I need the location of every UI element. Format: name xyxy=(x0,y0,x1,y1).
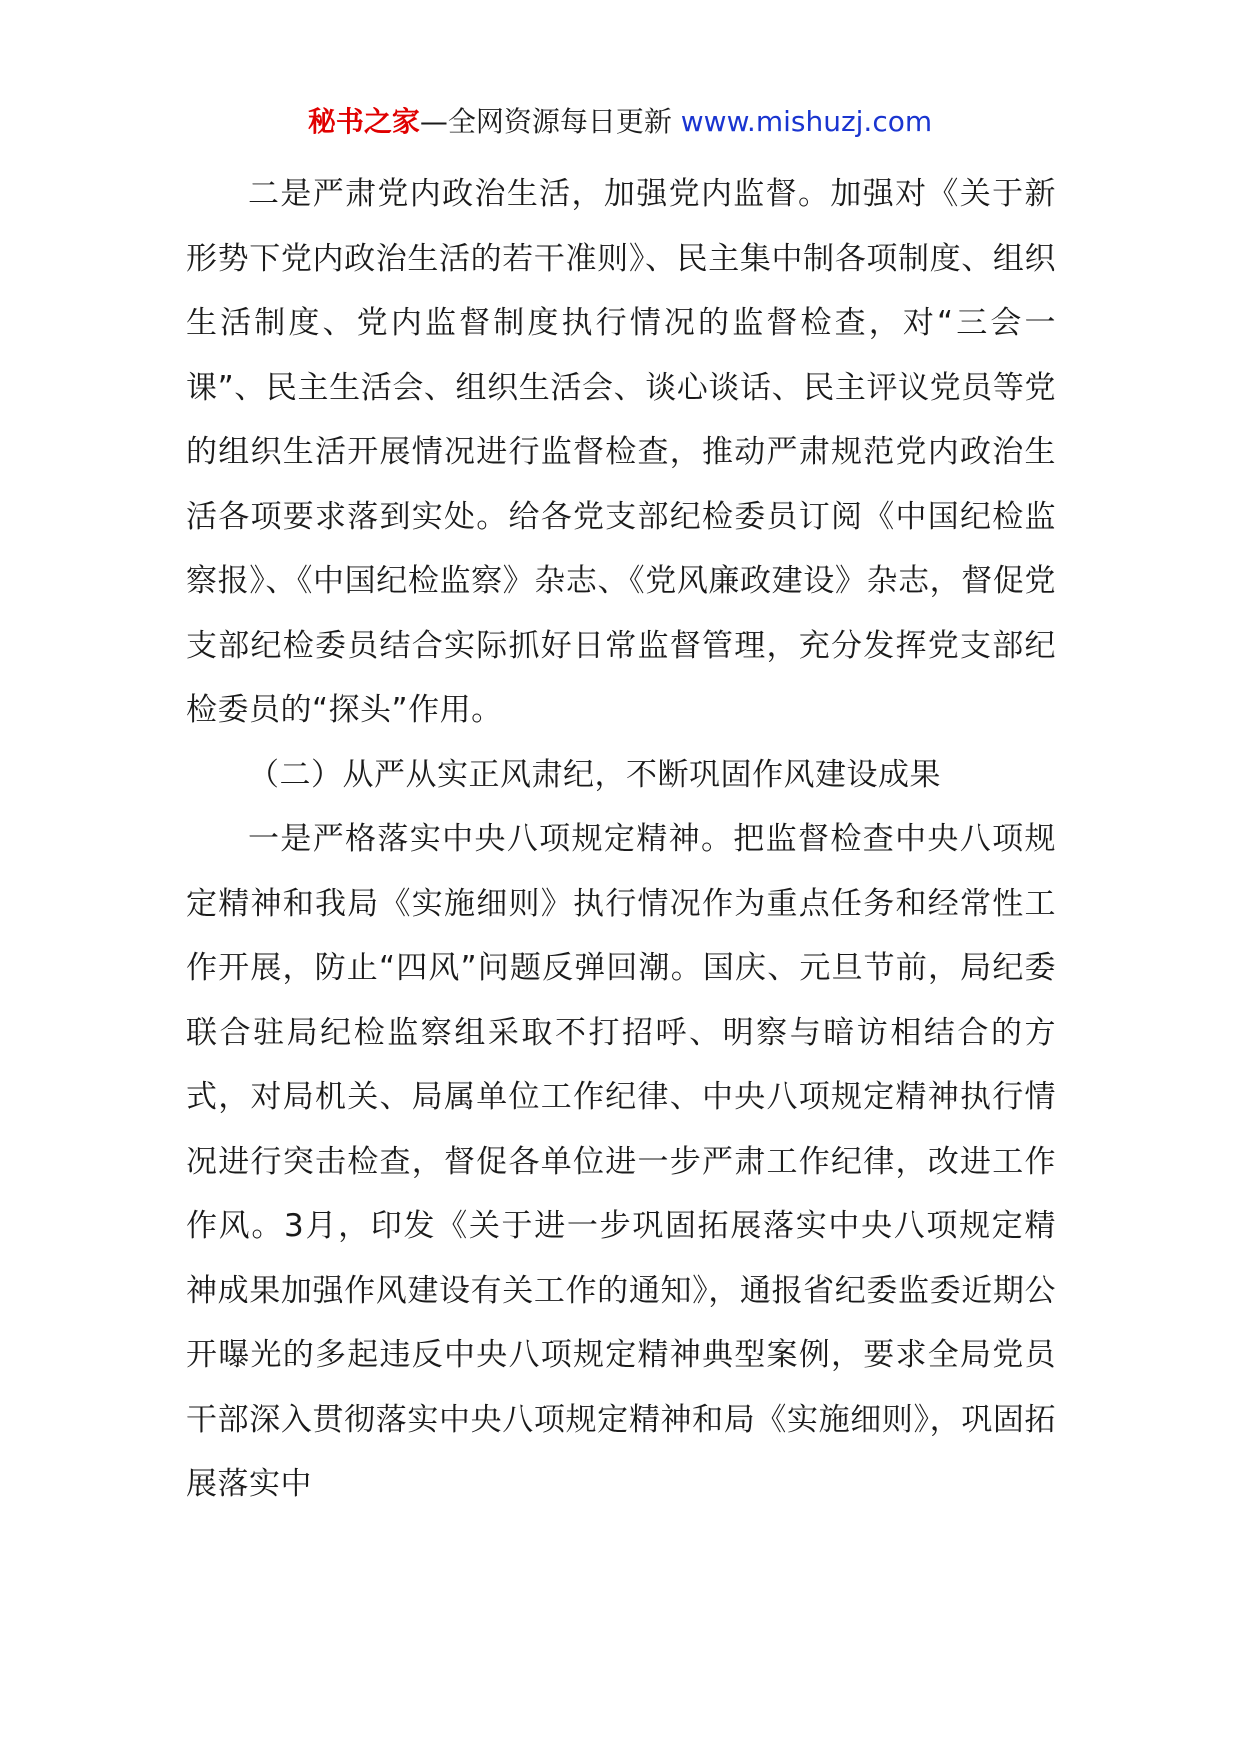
document-body xyxy=(186,162,1056,1517)
header-tagline: —全网资源每日更新 xyxy=(419,105,681,138)
paragraph-eight-rules: 一是严格落实中央八项规定精神。把监督检查中央八项规定精神和我局《实施细则》执行情况作为重点任务和经常性工作开展，防止“四风”问题反弹回潮。国庆、元旦节前，局纪委联合驻局纪检监察组采取不打招呼、明察与暗访相结合的方式，对局机关、局属单位工作纪律、中央八项规定精神执行情况进行突击检查，督促各单位进一步严肃工作纪律，改进工作作风。3月，印发《关于进一步巩固拓展落实中央八项规定精神成果加强作风建设有关工作的通知》，通报省纪委监委近期公开曝光的多起违反中央八项规定精神典型案例，要求全局党员干部深入贯彻落实中央八项规定精神和局《实施细则》，巩固拓展落实中 xyxy=(186,821,1056,1502)
site-header xyxy=(0,102,1240,142)
site-url-link[interactable]: www.mishuzj.com xyxy=(680,105,933,138)
section-heading-2: （二）从严从实正风肃纪，不断巩固作风建设成果 xyxy=(248,756,941,793)
brand-name: 秘书之家 xyxy=(307,105,420,138)
paragraph-party-supervision: 二是严肃党内政治生活，加强党内监督。加强对《关于新形势下党内政治生活的若干准则》、民主集中制各项制度、组织生活制度、党内监督制度执行情况的监督检查，对“三会一课”、民主生活会、组织生活会、谈心谈话、民主评议党员等党的组织生活开展情况进行监督检查，推动严肃规范党内政治生活各项要求落到实处。给各党支部纪检委员订阅《中国纪检监察报》、《中国纪检监察》杂志、《党风廉政建设》杂志，督促党支部纪检委员结合实际抓好日常监督管理，充分发挥党支部纪检委员的“探头”作用。 xyxy=(186,176,1056,728)
